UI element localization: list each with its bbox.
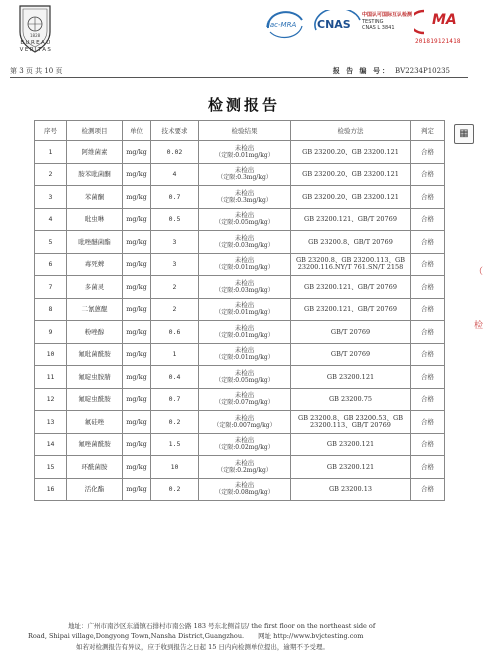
result-limit: （定限:0.03mg/kg） xyxy=(215,241,274,249)
result-limit: （定限:0.05mg/kg） xyxy=(215,376,274,384)
result-limit: （定限:0.01mg/kg） xyxy=(215,309,274,317)
cell-result xyxy=(199,141,291,164)
cell-req: 2 xyxy=(151,298,199,321)
cell-no: 2 xyxy=(35,163,67,186)
side-toolbar-button[interactable] xyxy=(454,124,474,144)
cell-method: GB 23200.121、GB/T 20769 xyxy=(291,298,411,321)
cell-unit: mg/kg xyxy=(123,343,151,366)
cell-req: 4 xyxy=(151,163,199,186)
cell-verdict: 合格 xyxy=(411,433,445,456)
cell-no: 3 xyxy=(35,186,67,209)
results-table xyxy=(34,120,445,501)
header-divider xyxy=(10,77,468,78)
cell-req: 2 xyxy=(151,276,199,299)
cell-result xyxy=(199,186,291,209)
cell-unit: mg/kg xyxy=(123,163,151,186)
cell-verdict: 合格 xyxy=(411,163,445,186)
cnas-cn-label: 中国认可国际互认检测 xyxy=(362,12,413,18)
cnas-text xyxy=(362,12,412,32)
cell-method: GB 23200.20、GB 23200.121 xyxy=(291,141,411,164)
cell-unit: mg/kg xyxy=(123,231,151,254)
cell-unit: mg/kg xyxy=(123,321,151,344)
cell-verdict: 合格 xyxy=(411,276,445,299)
result-value: 未检出 xyxy=(234,346,255,355)
table-row xyxy=(35,433,445,456)
cell-verdict: 合格 xyxy=(411,456,445,479)
table-body xyxy=(35,141,445,501)
table-header-row xyxy=(35,121,445,141)
result-limit: （定限:0.03mg/kg） xyxy=(215,286,274,294)
table-row xyxy=(35,253,445,276)
result-value: 未检出 xyxy=(234,481,255,490)
result-limit: （定限:0.01mg/kg） xyxy=(215,151,274,159)
result-value: 未检出 xyxy=(234,256,255,265)
report-number xyxy=(333,66,450,76)
cell-unit: mg/kg xyxy=(123,456,151,479)
table-row xyxy=(35,456,445,479)
result-value: 未检出 xyxy=(234,323,255,332)
table-row xyxy=(35,366,445,389)
cell-unit: mg/kg xyxy=(123,253,151,276)
cell-unit: mg/kg xyxy=(123,186,151,209)
cell-item: 毒死蜱 xyxy=(67,253,123,276)
result-limit: （定限:0.007mg/kg） xyxy=(213,421,276,429)
col-header-result: 检验结果 xyxy=(199,121,291,141)
result-value: 未检出 xyxy=(234,166,255,175)
result-value: 未检出 xyxy=(234,301,255,310)
cell-method: GB 23200.8、GB 23200.113、GB 23200.116.NY/T 761.SN/T 2158 xyxy=(291,253,411,276)
footer-address-line2 xyxy=(28,632,488,641)
cell-unit: mg/kg xyxy=(123,276,151,299)
side-mark-2: 检 xyxy=(474,321,484,331)
cell-req: 0.5 xyxy=(151,208,199,231)
cell-verdict: 合格 xyxy=(411,298,445,321)
result-limit: （定限:0.3mg/kg） xyxy=(217,174,272,182)
cell-method: GB 23200.121、GB/T 20769 xyxy=(291,276,411,299)
grid-icon: ▦ xyxy=(459,128,469,139)
result-value: 未检出 xyxy=(234,278,255,287)
cell-method: GB/T 20769 xyxy=(291,343,411,366)
result-value: 未检出 xyxy=(234,368,255,377)
table-row xyxy=(35,231,445,254)
result-limit: （定限:0.01mg/kg） xyxy=(215,354,274,362)
page-title: 检测报告 xyxy=(207,96,280,114)
result-value: 未检出 xyxy=(234,188,255,197)
cell-result xyxy=(199,253,291,276)
cma-label: MA xyxy=(432,12,457,28)
cell-item: 氟啶虫胺腈 xyxy=(67,366,123,389)
result-value: 未检出 xyxy=(234,413,255,422)
cell-unit: mg/kg xyxy=(123,388,151,411)
cell-no: 4 xyxy=(35,208,67,231)
cell-method: GB 23200.8、GB/T 20769 xyxy=(291,231,411,254)
cell-item: 多菌灵 xyxy=(67,276,123,299)
cell-result xyxy=(199,208,291,231)
cell-no: 1 xyxy=(35,141,67,164)
table-row xyxy=(35,298,445,321)
cell-verdict: 合格 xyxy=(411,141,445,164)
footer-address-en: Road, Shipai village,Dongyong Town,Nansha District,Guangzhou. xyxy=(28,632,245,640)
cell-method: GB 23200.8、GB 23200.53、GB 23200.113、GB/T 20769 xyxy=(291,411,411,434)
cell-item: 吡唑醚菌酯 xyxy=(67,231,123,254)
table-row xyxy=(35,321,445,344)
table-row xyxy=(35,208,445,231)
cell-method: GB/T 20769 xyxy=(291,321,411,344)
cell-result xyxy=(199,276,291,299)
cell-item: 氟吡菌酰胺 xyxy=(67,343,123,366)
cell-verdict: 合格 xyxy=(411,208,445,231)
col-header-item: 检测项目 xyxy=(67,121,123,141)
cell-no: 10 xyxy=(35,343,67,366)
cell-req: 0.6 xyxy=(151,321,199,344)
result-value: 未检出 xyxy=(234,143,255,152)
cell-no: 7 xyxy=(35,276,67,299)
result-limit: （定限:0.02mg/kg） xyxy=(215,444,274,452)
cell-result xyxy=(199,411,291,434)
table-row xyxy=(35,141,445,164)
table-row xyxy=(35,388,445,411)
cell-unit: mg/kg xyxy=(123,433,151,456)
table-row xyxy=(35,478,445,501)
table-row xyxy=(35,411,445,434)
result-limit: （定限:0.01mg/kg） xyxy=(215,331,274,339)
cell-no: 16 xyxy=(35,478,67,501)
cell-unit: mg/kg xyxy=(123,141,151,164)
cell-item: 氟唑菌酰胺 xyxy=(67,433,123,456)
cell-no: 11 xyxy=(35,366,67,389)
result-value: 未检出 xyxy=(234,436,255,445)
cell-result xyxy=(199,388,291,411)
cell-verdict: 合格 xyxy=(411,388,445,411)
cell-item: 吡虫啉 xyxy=(67,208,123,231)
result-limit: （定限:0.05mg/kg） xyxy=(215,219,274,227)
cell-unit: mg/kg xyxy=(123,298,151,321)
cell-result xyxy=(199,478,291,501)
cnas-testing-label: TESTING xyxy=(362,18,384,25)
col-header-method: 检验方法 xyxy=(291,121,411,141)
cell-no: 6 xyxy=(35,253,67,276)
cell-method: GB 23200.121 xyxy=(291,366,411,389)
cell-item: 氟硅唑 xyxy=(67,411,123,434)
result-value: 未检出 xyxy=(234,233,255,242)
result-value: 未检出 xyxy=(234,211,255,220)
cell-result xyxy=(199,343,291,366)
table-row xyxy=(35,343,445,366)
cell-method: GB 23200.20、GB 23200.121 xyxy=(291,186,411,209)
col-header-unit: 单位 xyxy=(123,121,151,141)
cell-method: GB 23200.20、GB 23200.121 xyxy=(291,163,411,186)
cell-item: 苯菌酮 xyxy=(67,186,123,209)
cell-req: 0.2 xyxy=(151,411,199,434)
result-limit: （定限:0.2mg/kg） xyxy=(217,466,272,474)
cell-item: 粉唑醇 xyxy=(67,321,123,344)
cell-method: GB 23200.75 xyxy=(291,388,411,411)
cell-no: 9 xyxy=(35,321,67,344)
cell-req: 0.7 xyxy=(151,388,199,411)
cell-req: 3 xyxy=(151,231,199,254)
table-row xyxy=(35,276,445,299)
cell-verdict: 合格 xyxy=(411,343,445,366)
col-header-req: 技术要求 xyxy=(151,121,199,141)
footer-address-cn: 地址：广州市南沙区东涌镇石排村市南公路 183 号东北侧首层/ the first floor on the northeast side of xyxy=(68,622,376,630)
cell-req: 0.4 xyxy=(151,366,199,389)
cell-verdict: 合格 xyxy=(411,411,445,434)
cell-result xyxy=(199,321,291,344)
result-limit: （定限:0.07mg/kg） xyxy=(215,399,274,407)
footer-notice: 如若对检测报告有异议，应于收到报告之日起 15 日内向检测单位提出，逾期不予受理。 xyxy=(76,643,329,651)
cma-number: 201819121418 xyxy=(415,38,461,45)
cnas-label: CNAS xyxy=(317,18,351,31)
cell-no: 8 xyxy=(35,298,67,321)
table-row xyxy=(35,186,445,209)
cell-method: GB 23200.121 xyxy=(291,433,411,456)
col-header-verdict: 判定 xyxy=(411,121,445,141)
cell-method: GB 23200.13 xyxy=(291,478,411,501)
ilac-mra-label: ilac-MRA xyxy=(266,21,297,29)
cnas-code-label: CNAS L 3841 xyxy=(362,25,395,31)
page-info: 第 3 页 共 10 页 xyxy=(10,67,63,75)
result-limit: （定限:0.01mg/kg） xyxy=(215,264,274,272)
cell-result xyxy=(199,433,291,456)
cell-result xyxy=(199,456,291,479)
report-number-value: BV2234P10235 xyxy=(395,67,450,75)
side-mark-1: （ xyxy=(474,267,484,277)
cell-verdict: 合格 xyxy=(411,253,445,276)
cell-result xyxy=(199,298,291,321)
cell-unit: mg/kg xyxy=(123,208,151,231)
result-value: 未检出 xyxy=(234,458,255,467)
cell-no: 14 xyxy=(35,433,67,456)
result-limit: （定限:0.3mg/kg） xyxy=(217,196,272,204)
cell-item: 胺苯吡菌酮 xyxy=(67,163,123,186)
result-limit: （定限:0.08mg/kg） xyxy=(215,489,274,497)
cell-no: 5 xyxy=(35,231,67,254)
cell-verdict: 合格 xyxy=(411,321,445,344)
cell-result xyxy=(199,366,291,389)
cell-item: 二氰蒽醌 xyxy=(67,298,123,321)
cell-method: GB 23200.121 xyxy=(291,456,411,479)
cell-method: GB 23200.121、GB/T 20769 xyxy=(291,208,411,231)
cell-req: 0.02 xyxy=(151,141,199,164)
cell-no: 13 xyxy=(35,411,67,434)
cell-verdict: 合格 xyxy=(411,231,445,254)
report-number-label: 报 告 编 号： xyxy=(332,67,391,75)
cell-req: 1.5 xyxy=(151,433,199,456)
cell-unit: mg/kg xyxy=(123,366,151,389)
cell-item: 活化酯 xyxy=(67,478,123,501)
cell-verdict: 合格 xyxy=(411,366,445,389)
cell-item: 阿维菌素 xyxy=(67,141,123,164)
cell-req: 1 xyxy=(151,343,199,366)
cell-req: 10 xyxy=(151,456,199,479)
result-value: 未检出 xyxy=(234,391,255,400)
col-header-no: 序号 xyxy=(35,121,67,141)
cell-unit: mg/kg xyxy=(123,411,151,434)
cell-unit: mg/kg xyxy=(123,478,151,501)
bureau-veritas-year: 1828 xyxy=(30,33,41,38)
table-row xyxy=(35,163,445,186)
cell-item: 环酰菌胺 xyxy=(67,456,123,479)
footer-website[interactable]: 网址 http://www.bvjctesting.com xyxy=(258,632,364,640)
cell-item: 氟啶虫酰胺 xyxy=(67,388,123,411)
cell-req: 3 xyxy=(151,253,199,276)
cell-result xyxy=(199,231,291,254)
cell-verdict: 合格 xyxy=(411,186,445,209)
bureau-veritas-label: BUREAU VERITAS xyxy=(19,40,53,53)
cell-req: 0.2 xyxy=(151,478,199,501)
cell-result xyxy=(199,163,291,186)
cell-req: 0.7 xyxy=(151,186,199,209)
cell-verdict: 合格 xyxy=(411,478,445,501)
cell-no: 15 xyxy=(35,456,67,479)
cell-no: 12 xyxy=(35,388,67,411)
